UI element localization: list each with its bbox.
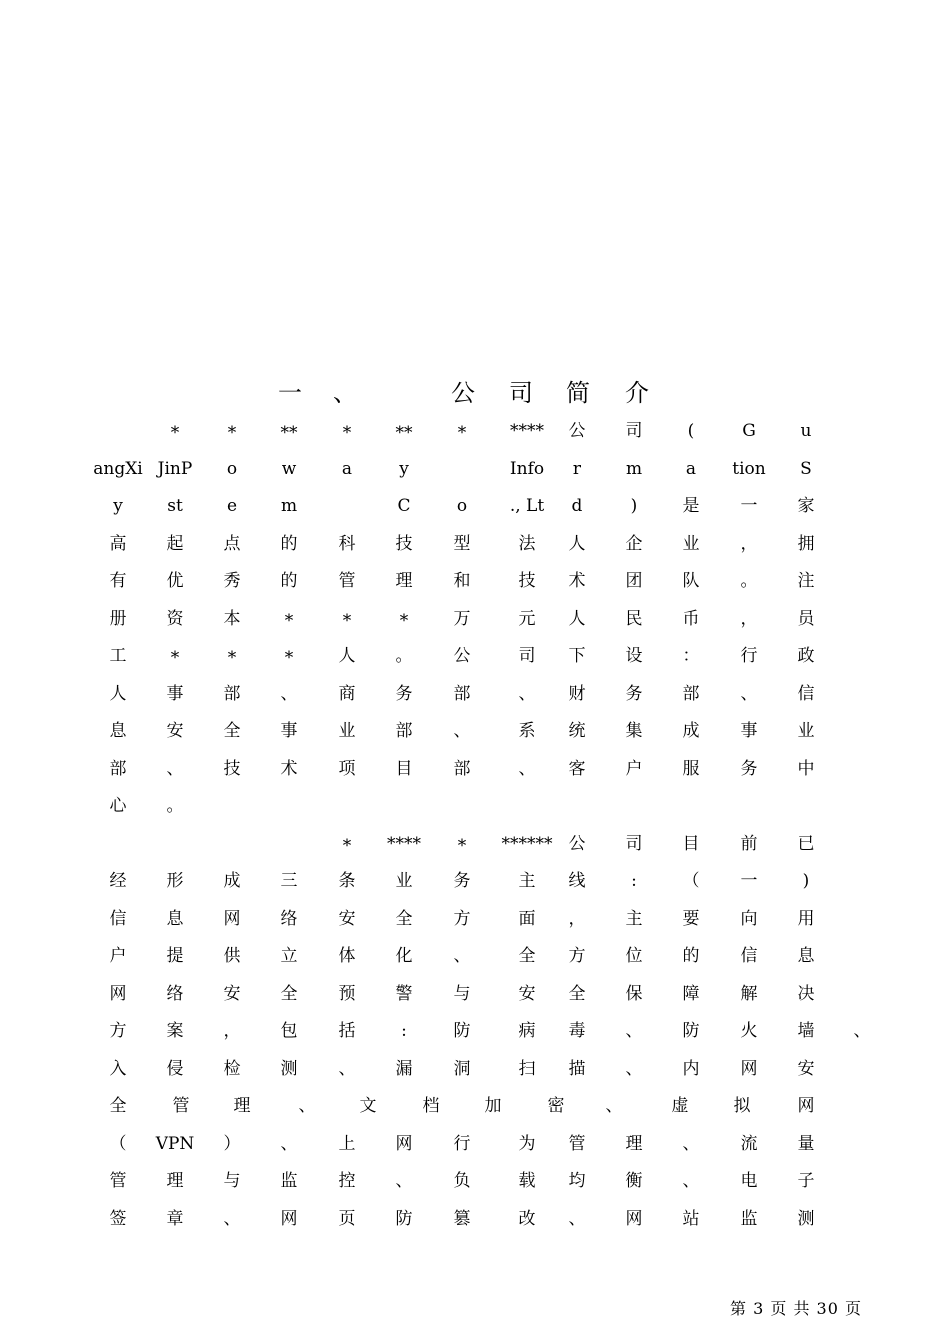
text-glyph: 心 xyxy=(109,796,127,816)
text-glyph: 网 xyxy=(625,1208,643,1229)
text-glyph: 注 xyxy=(797,571,815,591)
text-glyph: 项 xyxy=(338,758,356,779)
text-glyph: 体 xyxy=(338,946,356,966)
text-glyph: 优 xyxy=(166,571,184,591)
text-glyph: 案 xyxy=(166,1021,184,1041)
text-glyph: 档 xyxy=(422,1096,440,1116)
text-glyph: 部 xyxy=(109,758,127,779)
text-glyph: 用 xyxy=(797,908,815,929)
text-glyph: 资 xyxy=(166,608,184,629)
text-glyph: 上 xyxy=(338,1133,356,1154)
text-glyph: 方 xyxy=(453,908,471,929)
text-glyph: 、 xyxy=(605,1096,623,1116)
text-glyph: 网 xyxy=(740,1058,758,1079)
text-glyph: 主 xyxy=(518,871,536,891)
text-glyph: 公 xyxy=(568,833,586,854)
text-glyph: 文 xyxy=(359,1096,377,1116)
text-glyph: 务 xyxy=(740,758,758,779)
text-glyph: 业 xyxy=(682,533,700,554)
text-glyph: ) xyxy=(802,871,810,891)
text-glyph: 技 xyxy=(395,533,413,554)
text-glyph: 安 xyxy=(338,908,356,929)
text-glyph: ） xyxy=(223,1133,241,1154)
text-glyph: 主 xyxy=(625,908,643,929)
text-glyph: 前 xyxy=(740,833,758,854)
text-glyph: 化 xyxy=(395,946,413,966)
text-glyph: m xyxy=(280,496,298,516)
text-glyph: 控 xyxy=(338,1171,356,1191)
text-glyph: 包 xyxy=(280,1021,298,1041)
text-glyph: : xyxy=(401,1021,407,1041)
text-glyph: 中 xyxy=(797,758,815,779)
text-glyph: 量 xyxy=(797,1133,815,1154)
text-glyph: 人 xyxy=(109,683,127,704)
text-glyph: （ xyxy=(682,871,700,891)
text-glyph: ** xyxy=(395,423,413,443)
text-glyph: ， xyxy=(740,608,758,629)
text-glyph: 起 xyxy=(166,533,184,554)
text-glyph: 线 xyxy=(568,871,586,891)
text-line xyxy=(0,712,950,750)
text-glyph: 法 xyxy=(518,533,536,554)
text-glyph: 形 xyxy=(166,871,184,891)
text-glyph: 、 xyxy=(518,758,536,779)
text-glyph: 全 xyxy=(280,983,298,1004)
text-glyph: 侵 xyxy=(166,1058,184,1079)
text-glyph: 安 xyxy=(797,1058,815,1079)
text-line xyxy=(0,937,950,975)
text-glyph: 术 xyxy=(280,758,298,779)
text-glyph: 术 xyxy=(568,571,586,591)
text-glyph: 部 xyxy=(395,721,413,741)
text-line xyxy=(0,1200,950,1238)
text-glyph: 提 xyxy=(166,946,184,966)
text-glyph: 部 xyxy=(223,683,241,704)
text-glyph: ., Lt xyxy=(509,496,545,516)
text-glyph: S xyxy=(800,458,812,479)
text-glyph: 商 xyxy=(338,683,356,704)
text-glyph: o xyxy=(226,458,238,479)
text-glyph: ： xyxy=(682,646,700,666)
text-glyph: 全 xyxy=(109,1096,127,1116)
text-glyph: 内 xyxy=(682,1058,700,1079)
text-glyph: 网 xyxy=(395,1133,413,1154)
text-glyph: 理 xyxy=(166,1171,184,1191)
text-glyph: 密 xyxy=(547,1096,565,1116)
title-char: 公 xyxy=(451,379,475,407)
text-glyph: 、 xyxy=(298,1096,316,1116)
text-glyph: * xyxy=(457,423,467,443)
text-glyph: 子 xyxy=(797,1171,815,1191)
text-glyph: 拥 xyxy=(797,533,815,554)
text-glyph: 全 xyxy=(395,908,413,929)
text-glyph: 向 xyxy=(740,908,758,929)
text-glyph: 员 xyxy=(797,608,815,629)
text-glyph: 毒 xyxy=(568,1021,586,1041)
text-glyph: 管 xyxy=(568,1133,586,1154)
text-glyph: 信 xyxy=(109,908,127,929)
text-glyph: d xyxy=(571,496,583,516)
text-glyph: 业 xyxy=(797,721,815,741)
text-glyph: 务 xyxy=(395,683,413,704)
text-glyph: 息 xyxy=(797,946,815,966)
text-glyph: 和 xyxy=(453,571,471,591)
text-glyph: y xyxy=(113,496,123,516)
text-line xyxy=(0,862,950,900)
text-glyph: 已 xyxy=(797,833,815,854)
text-line xyxy=(0,1087,950,1125)
text-glyph: 人 xyxy=(338,646,356,666)
text-line xyxy=(0,900,950,938)
section-number: 一 xyxy=(278,379,302,407)
text-glyph: * xyxy=(342,423,352,443)
text-glyph: e xyxy=(226,496,238,516)
title-char: 简 xyxy=(566,379,590,407)
text-line xyxy=(0,525,950,563)
text-glyph: 一 xyxy=(740,871,758,891)
text-glyph: 事 xyxy=(166,683,184,704)
text-glyph: 网 xyxy=(280,1208,298,1229)
text-line xyxy=(0,975,950,1013)
text-glyph: 事 xyxy=(280,721,298,741)
text-glyph: 、 xyxy=(223,1208,241,1229)
text-glyph: 部 xyxy=(453,683,471,704)
text-glyph: 型 xyxy=(453,533,471,554)
text-glyph: 的 xyxy=(682,946,700,966)
text-glyph: ) xyxy=(630,496,638,516)
text-line xyxy=(0,450,950,488)
text-glyph: 有 xyxy=(109,571,127,591)
text-glyph: * xyxy=(227,423,237,443)
text-glyph: 务 xyxy=(453,871,471,891)
text-glyph: 、 xyxy=(682,1133,700,1154)
text-glyph: 安 xyxy=(518,983,536,1004)
text-glyph: 一 xyxy=(740,496,758,516)
text-glyph: 病 xyxy=(518,1021,536,1041)
text-glyph: ， xyxy=(568,908,586,929)
text-glyph: 政 xyxy=(797,646,815,666)
text-glyph: 障 xyxy=(682,983,700,1004)
text-glyph: 、 xyxy=(740,683,758,704)
text-glyph: 面 xyxy=(518,908,536,929)
text-glyph: 三 xyxy=(280,871,298,891)
text-glyph: 检 xyxy=(223,1058,241,1079)
text-line xyxy=(0,600,950,638)
text-glyph: 、 xyxy=(280,683,298,704)
text-line xyxy=(0,675,950,713)
text-glyph: * xyxy=(342,835,352,856)
text-glyph: 币 xyxy=(682,608,700,629)
text-glyph: * xyxy=(170,423,180,443)
text-glyph: 行 xyxy=(453,1133,471,1154)
text-glyph: 全 xyxy=(568,983,586,1004)
text-glyph: 全 xyxy=(223,721,241,741)
text-glyph: 万 xyxy=(453,608,471,629)
text-glyph: r xyxy=(572,458,582,479)
text-glyph: 册 xyxy=(109,608,127,629)
text-glyph: 目 xyxy=(682,833,700,854)
text-glyph: 户 xyxy=(109,946,127,966)
text-glyph: 息 xyxy=(166,908,184,929)
text-glyph: ****** xyxy=(501,833,553,854)
text-glyph: u xyxy=(800,421,812,441)
text-glyph: * xyxy=(170,648,180,668)
text-glyph: 科 xyxy=(338,533,356,554)
text-glyph: 载 xyxy=(518,1171,536,1191)
text-glyph: ， xyxy=(740,533,758,554)
text-glyph: 络 xyxy=(280,908,298,929)
text-glyph: **** xyxy=(510,421,544,441)
text-glyph: 均 xyxy=(568,1171,586,1191)
text-glyph: 签 xyxy=(109,1208,127,1229)
text-glyph: 客 xyxy=(568,758,586,779)
text-glyph: 成 xyxy=(223,871,241,891)
text-glyph: 、 xyxy=(625,1058,643,1079)
text-glyph: 。 xyxy=(166,796,184,816)
text-glyph: Info xyxy=(509,458,545,479)
text-glyph: 、 xyxy=(682,1171,700,1191)
text-glyph: 防 xyxy=(453,1021,471,1041)
text-glyph: 防 xyxy=(682,1021,700,1041)
text-glyph: 预 xyxy=(338,983,356,1004)
text-glyph: 供 xyxy=(223,946,241,966)
text-glyph: 、 xyxy=(453,946,471,966)
text-glyph: 统 xyxy=(568,721,586,741)
text-glyph: 要 xyxy=(682,908,700,929)
text-glyph: 。 xyxy=(395,646,413,666)
text-glyph: 家 xyxy=(797,496,815,516)
text-glyph: 集 xyxy=(625,721,643,741)
text-glyph: 警 xyxy=(395,983,413,1004)
text-glyph: 洞 xyxy=(453,1058,471,1079)
text-glyph: 条 xyxy=(338,871,356,891)
text-glyph: 漏 xyxy=(395,1058,413,1079)
text-glyph: 页 xyxy=(338,1208,356,1229)
text-glyph: 企 xyxy=(625,533,643,554)
section-heading xyxy=(0,375,950,415)
text-glyph: 务 xyxy=(625,683,643,704)
text-glyph: ， xyxy=(223,1021,241,1041)
text-glyph: y xyxy=(399,458,409,479)
text-glyph: 公 xyxy=(568,421,586,441)
text-glyph: 业 xyxy=(338,721,356,741)
section-separator: 、 xyxy=(333,379,357,407)
text-glyph: 本 xyxy=(223,608,241,629)
text-glyph: 工 xyxy=(109,646,127,666)
title-char: 介 xyxy=(625,379,649,407)
text-glyph: 业 xyxy=(395,871,413,891)
text-glyph: * xyxy=(399,610,409,631)
text-glyph: 理 xyxy=(395,571,413,591)
text-glyph: 是 xyxy=(682,496,700,516)
text-glyph: o xyxy=(456,496,468,516)
text-glyph: 描 xyxy=(568,1058,586,1079)
text-line xyxy=(0,1012,950,1050)
text-glyph: 技 xyxy=(518,571,536,591)
text-glyph: 户 xyxy=(625,758,643,779)
text-line xyxy=(0,562,950,600)
text-glyph: 息 xyxy=(109,721,127,741)
company-intro-body xyxy=(0,412,950,1237)
text-glyph: * xyxy=(457,835,467,856)
text-glyph: 、 xyxy=(395,1171,413,1191)
text-glyph: 司 xyxy=(625,833,643,854)
text-line xyxy=(0,787,950,825)
text-glyph: JinP xyxy=(157,458,193,479)
text-glyph: 拟 xyxy=(733,1096,751,1116)
text-glyph: G xyxy=(742,421,756,441)
text-glyph: 管 xyxy=(338,571,356,591)
text-glyph: 理 xyxy=(625,1133,643,1154)
text-glyph: 管 xyxy=(172,1096,190,1116)
text-glyph: m xyxy=(625,458,643,479)
text-glyph: 安 xyxy=(166,721,184,741)
text-glyph: 墙 xyxy=(797,1021,815,1041)
text-glyph: 经 xyxy=(109,871,127,891)
text-glyph: 监 xyxy=(740,1208,758,1229)
text-glyph: 。 xyxy=(740,571,758,591)
text-glyph: 人 xyxy=(568,608,586,629)
text-glyph: 下 xyxy=(568,646,586,666)
text-glyph: 虚 xyxy=(671,1096,689,1116)
text-glyph: 监 xyxy=(280,1171,298,1191)
text-line xyxy=(0,1125,950,1163)
text-glyph: 的 xyxy=(280,571,298,591)
text-glyph: 点 xyxy=(223,533,241,554)
text-glyph: * xyxy=(227,648,237,668)
text-glyph: 司 xyxy=(625,421,643,441)
text-glyph: st xyxy=(167,496,183,516)
text-glyph: 与 xyxy=(223,1171,241,1191)
text-glyph: 目 xyxy=(395,758,413,779)
text-glyph: 队 xyxy=(682,571,700,591)
text-glyph: 成 xyxy=(682,721,700,741)
text-glyph: 方 xyxy=(109,1021,127,1041)
text-glyph: **** xyxy=(387,833,421,854)
text-glyph: 人 xyxy=(568,533,586,554)
text-glyph: 、 xyxy=(518,683,536,704)
text-glyph: （ xyxy=(109,1133,127,1154)
text-glyph: 保 xyxy=(625,983,643,1004)
text-glyph: 系 xyxy=(518,721,536,741)
text-glyph: * xyxy=(342,610,352,631)
text-glyph: VPN xyxy=(155,1133,195,1154)
text-glyph: 篡 xyxy=(453,1208,471,1229)
text-glyph: 理 xyxy=(233,1096,251,1116)
text-glyph: 入 xyxy=(109,1058,127,1079)
text-glyph: 立 xyxy=(280,946,298,966)
text-glyph: 络 xyxy=(166,983,184,1004)
text-glyph: : xyxy=(631,871,637,891)
text-glyph: 、 xyxy=(338,1058,356,1079)
text-glyph: 高 xyxy=(109,533,127,554)
text-glyph: 公 xyxy=(453,646,471,666)
text-glyph: 流 xyxy=(740,1133,758,1154)
text-glyph: 方 xyxy=(568,946,586,966)
text-glyph: 部 xyxy=(682,683,700,704)
text-glyph: a xyxy=(685,458,697,479)
text-glyph: 团 xyxy=(625,571,643,591)
text-glyph: 秀 xyxy=(223,571,241,591)
text-glyph: * xyxy=(284,648,294,668)
text-glyph: 加 xyxy=(484,1096,502,1116)
text-glyph: 网 xyxy=(109,983,127,1004)
text-glyph: 安 xyxy=(223,983,241,1004)
text-glyph: 测 xyxy=(280,1058,298,1079)
text-line xyxy=(0,1162,950,1200)
page-footer: 第 3 页 共 30 页 xyxy=(730,1299,862,1318)
text-glyph: 财 xyxy=(568,683,586,704)
text-glyph: 、 xyxy=(625,1021,643,1041)
text-glyph: 部 xyxy=(453,758,471,779)
text-glyph: 负 xyxy=(453,1171,471,1191)
text-glyph: 为 xyxy=(518,1133,536,1154)
text-glyph: 司 xyxy=(518,646,536,666)
text-glyph: angXi xyxy=(93,458,143,479)
text-glyph: 全 xyxy=(518,946,536,966)
text-glyph: ( xyxy=(687,421,695,441)
text-glyph: 管 xyxy=(109,1171,127,1191)
text-glyph: 、 xyxy=(853,1021,871,1041)
text-glyph: 改 xyxy=(518,1208,536,1229)
text-glyph: 设 xyxy=(625,646,643,666)
text-glyph: 技 xyxy=(223,758,241,779)
text-glyph: 元 xyxy=(518,608,536,629)
text-glyph: 、 xyxy=(568,1208,586,1229)
text-glyph: 站 xyxy=(682,1208,700,1229)
text-glyph: 信 xyxy=(740,946,758,966)
text-line xyxy=(0,825,950,863)
text-glyph: 服 xyxy=(682,758,700,779)
text-line xyxy=(0,412,950,450)
text-line xyxy=(0,750,950,788)
text-glyph: ** xyxy=(280,423,298,443)
text-glyph: 信 xyxy=(797,683,815,704)
text-glyph: 解 xyxy=(740,983,758,1004)
text-glyph: * xyxy=(284,610,294,631)
text-glyph: 的 xyxy=(280,533,298,554)
text-glyph: 网 xyxy=(223,908,241,929)
text-glyph: a xyxy=(341,458,353,479)
text-glyph: 电 xyxy=(740,1171,758,1191)
text-glyph: tion xyxy=(732,458,766,479)
text-glyph: C xyxy=(397,496,411,516)
title-char: 司 xyxy=(509,379,533,407)
text-line xyxy=(0,637,950,675)
text-line xyxy=(0,1050,950,1088)
text-glyph: 事 xyxy=(740,721,758,741)
text-glyph: 、 xyxy=(453,721,471,741)
text-glyph: 章 xyxy=(166,1208,184,1229)
text-glyph: 位 xyxy=(625,946,643,966)
text-glyph: 网 xyxy=(797,1096,815,1116)
text-glyph: 、 xyxy=(166,758,184,779)
text-glyph: 与 xyxy=(453,983,471,1004)
text-glyph: 火 xyxy=(740,1021,758,1041)
text-glyph: w xyxy=(281,458,297,479)
text-glyph: 民 xyxy=(625,608,643,629)
text-glyph: 决 xyxy=(797,983,815,1004)
text-glyph: 衡 xyxy=(625,1171,643,1191)
text-glyph: 行 xyxy=(740,646,758,666)
text-glyph: 、 xyxy=(280,1133,298,1154)
text-line xyxy=(0,487,950,525)
text-glyph: 扫 xyxy=(518,1058,536,1079)
text-glyph: 括 xyxy=(338,1021,356,1041)
text-glyph: 防 xyxy=(395,1208,413,1229)
text-glyph: 测 xyxy=(797,1208,815,1229)
